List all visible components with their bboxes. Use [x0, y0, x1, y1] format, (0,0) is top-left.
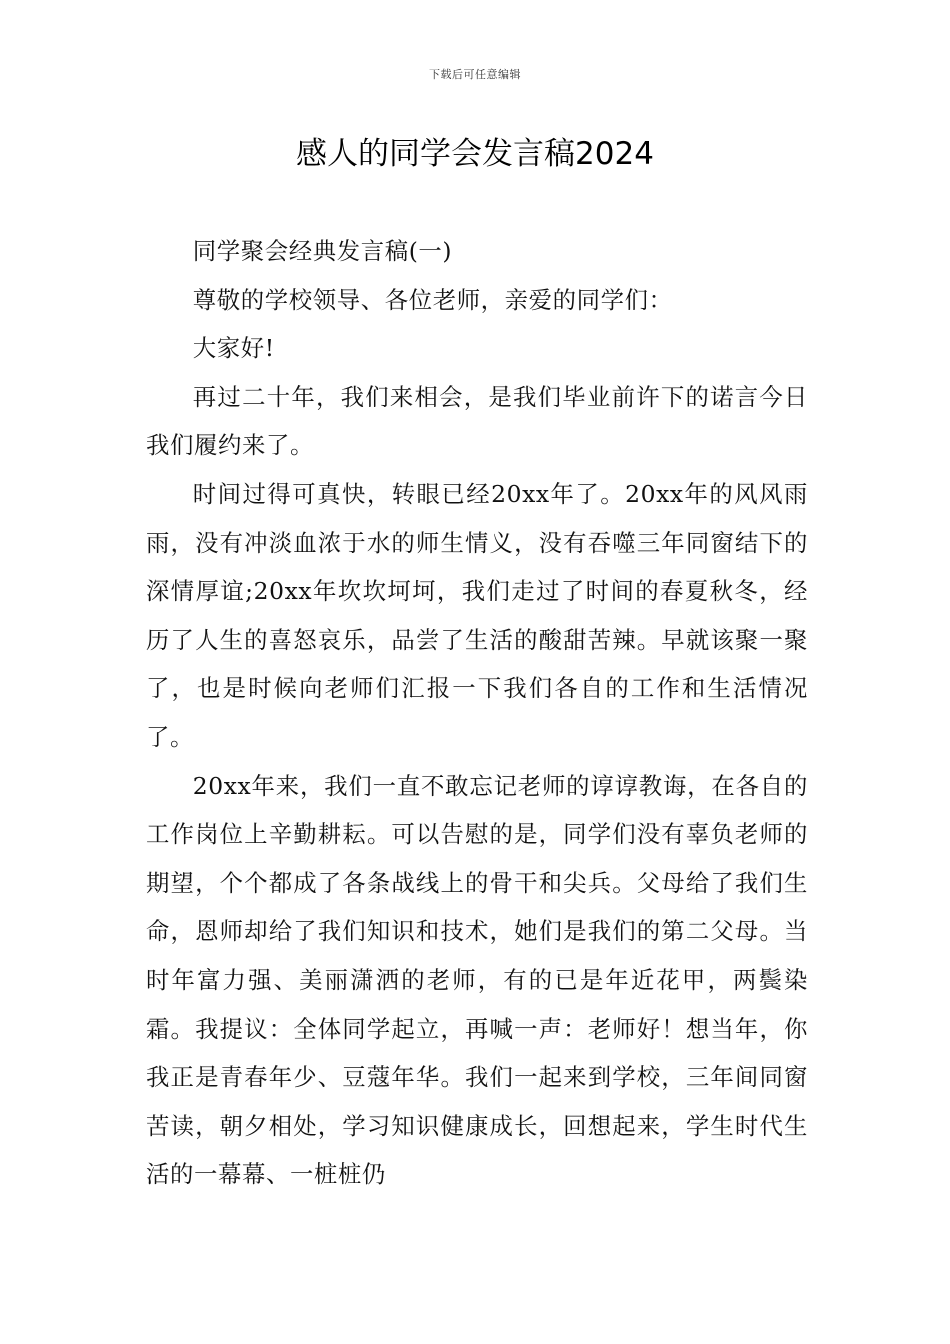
paragraph-greeting: 大家好!: [192, 334, 275, 363]
paragraph-heading: 同学聚会经典发言稿(一): [192, 237, 453, 265]
paragraph-body: 再过二十年，我们来相会，是我们毕业前许下的诺言今日我们履约来了。: [146, 382, 808, 460]
paragraph-body: 时间过得可真快，转眼已经20xx年了。20xx年的风风雨雨，没有冲淡血浓于水的师生情义，没有吞噬三年同窗结下的深情厚谊;20xx年坎坎坷坷，我们走过了时间的春夏秋冬，经历了人生的喜怒哀乐，品尝了生活的酸甜苦辣。早就该聚一聚了，也是时候向老师们汇报一下我们各自的工作和生活情况了。: [146, 479, 808, 751]
paragraph-salutation: 尊敬的学校领导、各位老师，亲爱的同学们：: [192, 285, 673, 314]
document-title: 感人的同学会发言稿2024: [296, 136, 654, 172]
paragraph-body: 20xx年来，我们一直不敢忘记老师的谆谆教诲，在各自的工作岗位上辛勤耕耘。可以告慰的是，同学们没有辜负老师的期望，个个都成了各条战线上的骨干和尖兵。父母给了我们生命，恩师却给了我们知识和技术，她们是我们的第二父母。当时年富力强、美丽潇洒的老师，有的已是年近花甲，两鬓染霜。我提议：全体同学起立，再喊一声：老师好！想当年，你我正是青春年少、豆蔻年华。我们一起来到学校，三年间同窗苦读，朝夕相处，学习知识健康成长，回想起来，学生时代生活的一幕幕、一桩桩仍: [146, 771, 808, 1189]
header-note: 下载后可任意编辑: [429, 68, 521, 81]
document-body: [146, 227, 808, 1199]
